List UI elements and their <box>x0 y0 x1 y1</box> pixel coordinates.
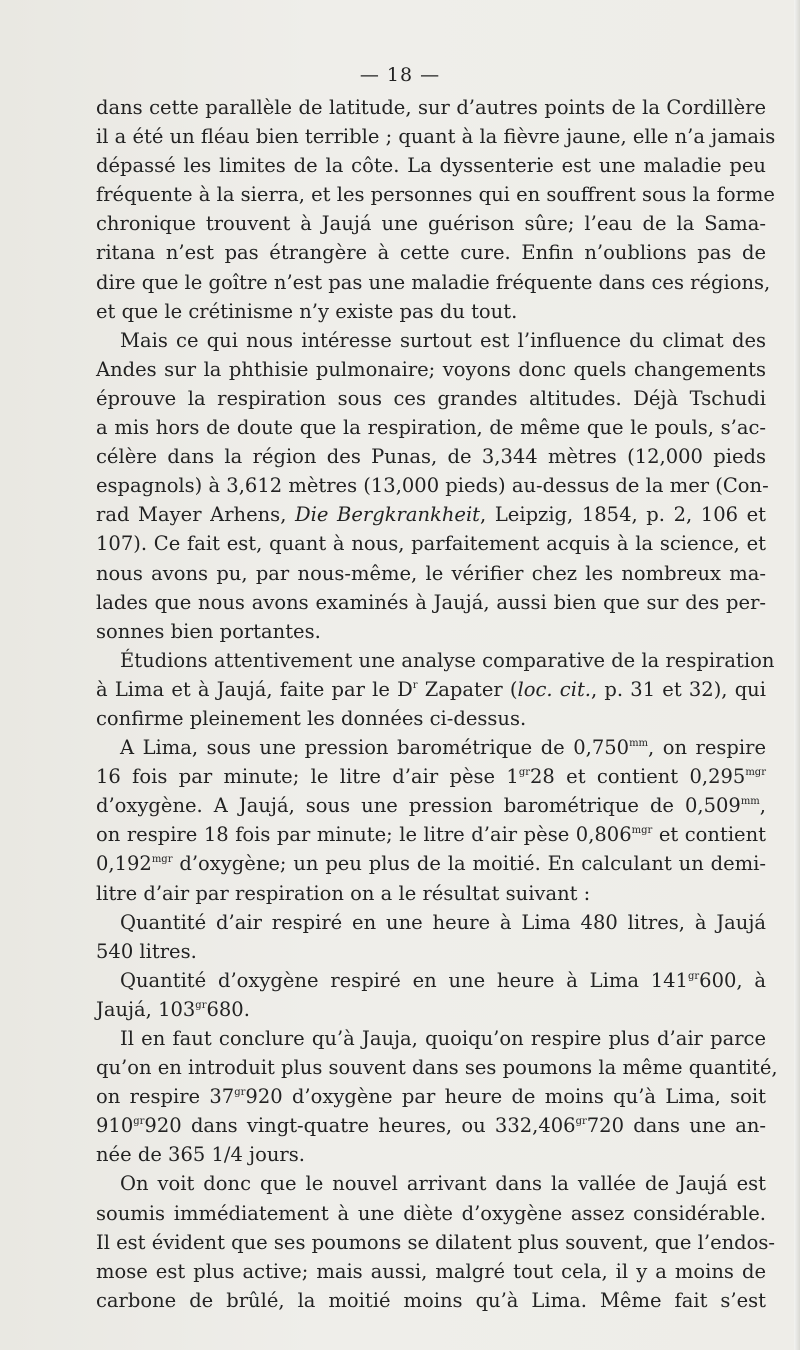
line-text: chronique trouvent à Jaujá une guérison sûre; l’eau de la Sama- <box>96 212 766 236</box>
text-line <box>96 937 766 966</box>
text-line <box>96 617 766 646</box>
line-text: et contient <box>652 823 766 847</box>
line-text: espagnols) à 3,612 mètres (13,000 pieds) au-dessus de la mer (Con- <box>96 474 769 498</box>
superscript: gr <box>234 1087 246 1099</box>
text-line <box>96 908 766 937</box>
line-text: , <box>759 794 766 818</box>
line-text: Jaujá, 103 <box>96 997 196 1021</box>
line-text: , Leipzig, 1854, p. 2, 106 et <box>480 503 767 527</box>
line-text: d’oxygène. A Jaujá, sous une pression barométrique de 0,509 <box>96 794 741 818</box>
text-line <box>96 355 766 384</box>
superscript: r <box>412 679 418 691</box>
line-text: il a été un fléau bien terrible ; quant à la fièvre jaune, elle n’a jamais <box>96 125 776 149</box>
line-text: sonnes bien portantes. <box>96 619 321 643</box>
page-number: — 18 — <box>359 64 441 86</box>
line-text: on respire 18 fois par minute; le litre d’air pèse 0,806 <box>96 823 632 847</box>
text-line <box>96 1257 766 1286</box>
text-line <box>96 326 766 355</box>
text-line <box>96 471 769 500</box>
text-line <box>96 442 766 471</box>
line-text: 910 <box>96 1114 134 1138</box>
line-text: 680. <box>206 997 250 1021</box>
line-text: nous avons pu, par nous-même, le vérifier chez les nombreux ma- <box>96 561 766 585</box>
text-line <box>96 1169 766 1198</box>
page-edge <box>794 0 800 1350</box>
line-text: lades que nous avons examinés à Jaujá, aussi bien que sur des per- <box>96 590 766 614</box>
text-line <box>96 1111 766 1140</box>
superscript: gr <box>687 970 700 982</box>
line-text: Quantité d’oxygène respiré en une heure à Lima 141 <box>120 968 688 992</box>
text-line <box>96 791 766 820</box>
text-line <box>96 1053 778 1082</box>
text-line <box>96 238 766 267</box>
line-text: Il en faut conclure qu’à Jauja, quoiqu’on respire plus d’air parce <box>120 1027 766 1050</box>
line-text: ritana n’est pas étrangère à cette cure. Enfin n’oublions pas de <box>96 241 766 265</box>
text-line <box>96 529 766 558</box>
text-line <box>96 646 775 675</box>
italic-title: Die Bergkrankheit <box>295 503 481 527</box>
body-text <box>96 93 778 1315</box>
text-line <box>96 413 766 442</box>
line-text: carbone de brûlé, la moitié moins qu’à Lima. Même fait s’est <box>96 1288 766 1312</box>
text-line <box>96 180 775 209</box>
line-text: 28 et contient 0,295 <box>530 765 746 789</box>
line-text: dire que le goître n’est pas une maladie fréquente dans ces régions, <box>96 270 771 294</box>
line-text: à Lima et à Jaujá, faite par le D <box>96 677 413 701</box>
line-text: Il est évident que ses poumons se dilatent plus souvent, que l’endos- <box>96 1230 776 1254</box>
line-text: Andes sur la phthisie pulmonaire; voyons donc quels changements <box>96 357 766 381</box>
line-text: mose est plus active; mais aussi, malgré tout cela, il y a moins de <box>96 1259 766 1283</box>
line-text: confirme pleinement les données ci-dessus. <box>96 706 527 730</box>
line-text: 920 d’oxygène par heure de moins qu’à Lima, soit <box>245 1085 766 1109</box>
text-line <box>96 879 766 908</box>
line-text: 107). Ce fait est, quant à nous, parfaitement acquis à la science, et <box>96 532 766 556</box>
line-text: a mis hors de doute que la respiration, de même que le pouls, s’ac- <box>96 416 766 440</box>
line-text: on respire 37 <box>96 1085 235 1109</box>
text-line <box>96 849 766 878</box>
superscript: mgr <box>151 854 173 866</box>
line-text: célère dans la région des Punas, de 3,344 mètres (12,000 pieds <box>96 445 766 469</box>
text-line <box>96 704 766 733</box>
text-line <box>96 384 766 413</box>
text-line <box>96 1228 776 1257</box>
text-line <box>96 268 771 297</box>
superscript: gr <box>518 767 531 779</box>
text-line <box>96 588 766 617</box>
text-line <box>96 1140 766 1169</box>
superscript: gr <box>133 1116 145 1128</box>
text-line <box>96 1082 766 1111</box>
superscript: mgr <box>745 767 766 779</box>
text-line <box>96 559 766 588</box>
line-text: dépassé les limites de la côte. La dyssenterie est une maladie peu <box>96 154 766 178</box>
text-line <box>96 675 766 704</box>
line-text: d’oxygène; un peu plus de la moitié. En calculant un demi- <box>172 852 766 876</box>
line-text: soumis immédiatement à une diète d’oxygène assez considérable. <box>96 1201 766 1225</box>
line-text: 600, à <box>699 968 766 992</box>
line-text: 720 dans une an- <box>586 1114 766 1138</box>
text-line <box>96 762 766 791</box>
line-text: On voit donc que le nouvel arrivant dans la vallée de Jaujá est <box>120 1172 766 1196</box>
line-text: Quantité d’air respiré en une heure à Lima 480 litres, à Jaujá <box>120 910 766 934</box>
text-line <box>96 1024 766 1053</box>
line-text: éprouve la respiration sous ces grandes altitudes. Déjà Tschudi <box>96 386 766 410</box>
superscript: mm <box>629 738 649 750</box>
line-text: qu’on en introduit plus souvent dans ses poumons la même quantité, <box>96 1056 778 1080</box>
italic-title: loc. cit. <box>517 677 591 701</box>
line-text: , p. 31 et 32), qui <box>591 677 766 701</box>
line-text: 540 litres. <box>96 939 197 963</box>
line-text: , on respire <box>648 736 766 760</box>
superscript: gr <box>195 999 207 1011</box>
superscript: mm <box>740 796 760 808</box>
line-text: Zapater ( <box>417 677 518 701</box>
text-line <box>96 966 766 995</box>
line-text: litre d’air par respiration on a le résultat suivant : <box>96 881 591 905</box>
text-line <box>96 820 766 849</box>
text-line <box>96 1286 766 1315</box>
line-text: A Lima, sous une pression barométrique de 0,750 <box>120 736 630 760</box>
text-line <box>96 122 776 151</box>
line-text: et que le crétinisme n’y existe pas du tout. <box>96 299 518 323</box>
text-line <box>96 151 766 180</box>
text-line <box>96 500 766 529</box>
text-line <box>96 297 766 326</box>
text-line <box>96 93 766 122</box>
line-text: Mais ce qui nous intéresse surtout est l’influence du climat des <box>120 328 766 352</box>
line-text: fréquente à la sierra, et les personnes qui en souffrent sous la forme <box>96 183 775 207</box>
text-line <box>96 1199 766 1228</box>
line-text: dans cette parallèle de latitude, sur d’autres points de la Cordillère <box>96 96 766 119</box>
line-text: née de 365 1/4 jours. <box>96 1143 305 1167</box>
line-text: Étudions attentivement une analyse comparative de la respiration <box>120 648 775 672</box>
line-text: 0,192 <box>96 852 152 876</box>
superscript: mgr <box>631 825 653 837</box>
line-text: 16 fois par minute; le litre d’air pèse 1 <box>96 765 519 789</box>
line-text: rad Mayer Arhens, <box>96 503 296 527</box>
text-line <box>96 209 766 238</box>
superscript: gr <box>575 1116 587 1128</box>
text-line <box>96 733 766 762</box>
line-text: 920 dans vingt-quatre heures, ou 332,406 <box>144 1114 576 1138</box>
text-line <box>96 995 766 1024</box>
